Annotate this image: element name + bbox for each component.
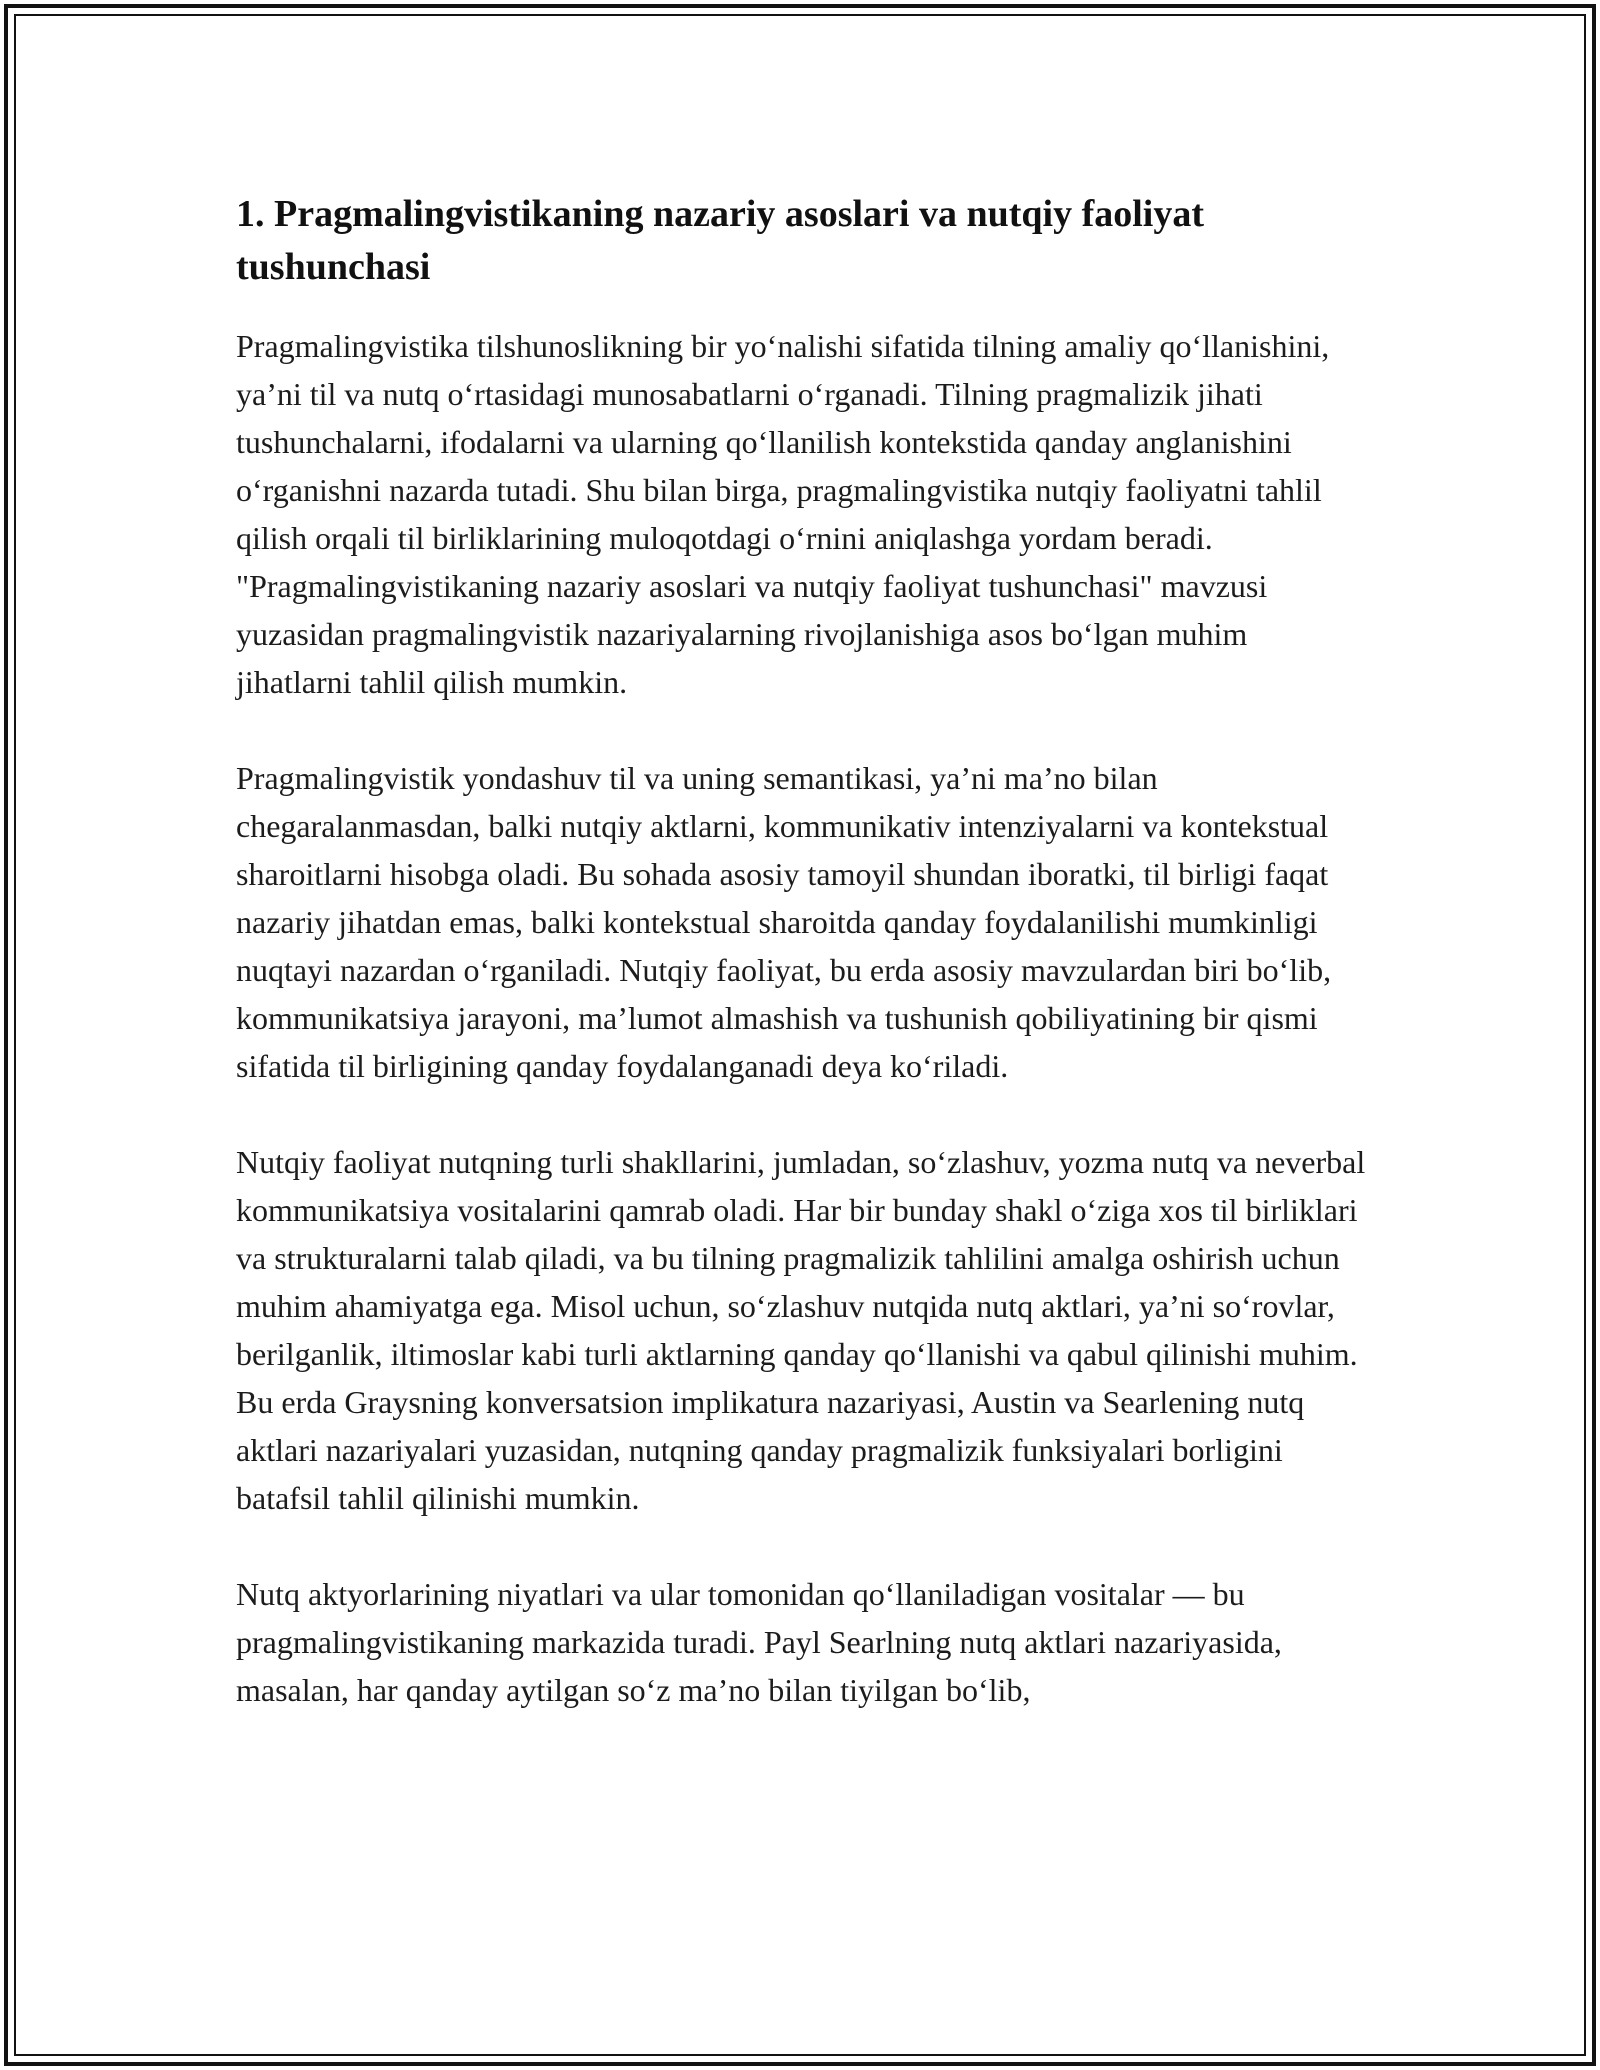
paragraph-1: Pragmalingvistika tilshunoslikning bir yo‘nalishi sifatida tilning amaliy qo‘llanishini, ya’ni til va nutq o‘rtasidagi munosabatlarni o‘rganadi. Tilning pragmalizik jihati tushunchalarni, ifodalarni va ularning qo‘llanilish kontekstida qanday anglanishini o‘rganishni nazarda tutadi. Shu bilan birga, pragmalingvistika nutqiy faoliyatni tahlil qilish orqali til birliklarining muloqotdagi o‘rnini aniqlashga yordam beradi. "Pragmalingvistikaning nazariy asoslari va nutqiy faoliyat tushunchasi" mavzusi yuzasidan pragmalingvistik nazariyalarning rivojlanishiga asos bo‘lgan muhim jihatlarni tahlil qilish mumkin. [236, 328, 1330, 700]
paragraph-2: Pragmalingvistik yondashuv til va uning semantikasi, ya’ni ma’no bilan chegaralanmasdan, balki nutqiy aktlarni, kommunikativ intenziyalarni va kontekstual sharoitlarni hisobga oladi. Bu sohada asosiy tamoyil shundan iboratki, til birligi faqat nazariy jihatdan emas, balki kontekstual sharoitda qanday foydalanilishi mumkinligi nuqtayi nazardan o‘rganiladi. Nutqiy faoliyat, bu erda asosiy mavzulardan biri bo‘lib, kommunikatsiya jarayoni, ma’lumot almashish va tushunish qobiliyatining bir qismi sifatida til birligining qanday foydalanganadi deya ko‘riladi. [236, 760, 1332, 1084]
paragraph-4: Nutq aktyorlarining niyatlari va ular tomonidan qo‘llaniladigan vositalar — bu pragmalingvistikaning markazida turadi. Payl Searlning nutq aktlari nazariyasida, masalan, har qanday aytilgan so‘z ma’no bilan tiyilgan bo‘lib, [236, 1576, 1282, 1708]
paragraph-3: Nutqiy faoliyat nutqning turli shakllarini, jumladan, so‘zlashuv, yozma nutq va neverbal kommunikatsiya vositalarini qamrab oladi. Har bir bunday shakl o‘ziga xos til birliklari va strukturalarni talab qiladi, va bu tilning pragmalizik tahlilini amalga oshirish uchun muhim ahamiyatga ega. Misol uchun, so‘zlashuv nutqida nutq aktlari, ya’ni so‘rovlar, berilganlik, iltimoslar kabi turli aktlarning qanday qo‘llanishi va qabul qilinishi muhim. Bu erda Graysning konversatsion implikatura nazariyasi, Austin va Searlening nutq aktlari nazariyalari yuzasidan, nutqning qanday pragmalizik funksiyalari borligini batafsil tahlil qilinishi mumkin. [236, 1144, 1366, 1516]
document-body [236, 188, 1366, 1762]
section-heading: 1. Pragmalingvistikaning nazariy asoslari va nutqiy faoliyat tushunchasi [236, 193, 1205, 288]
